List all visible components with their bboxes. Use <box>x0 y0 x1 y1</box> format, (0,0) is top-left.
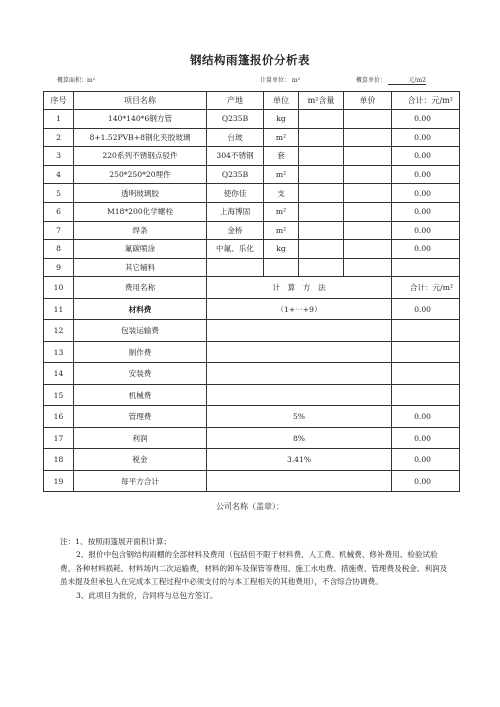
fee-row <box>44 427 460 449</box>
row-name: 220系列不锈钢点驳件 <box>74 147 207 166</box>
fee-method <box>207 470 392 492</box>
fee-seq: 12 <box>44 320 74 342</box>
table-row <box>44 221 460 240</box>
row-seq: 1 <box>44 110 74 129</box>
fee-seq: 17 <box>44 427 74 449</box>
row-unit: 套 <box>264 147 299 166</box>
fee-method: 3.41% <box>207 449 392 471</box>
area-meta <box>57 75 95 84</box>
area-unit: m² <box>87 77 96 84</box>
fee-seq: 11 <box>44 298 74 320</box>
row-price <box>344 258 392 277</box>
fee-header-method: 计 算 方 法 <box>207 277 392 299</box>
row-name: 8+1.52PVB+8钢化夹胶玻璃 <box>74 128 207 147</box>
fee-total: 0.00 <box>392 427 460 449</box>
header-name: 项目名称 <box>74 92 207 110</box>
fee-row <box>44 298 460 320</box>
row-unit: kg <box>264 110 299 129</box>
row-content <box>299 110 344 129</box>
budget-meta <box>356 75 426 85</box>
row-price <box>344 147 392 166</box>
row-total: 0.00 <box>392 221 460 240</box>
table-row <box>44 147 460 166</box>
header-price: 单价 <box>344 92 392 110</box>
fee-name: 安装费 <box>74 363 207 385</box>
fee-total <box>392 363 460 385</box>
row-unit: m² <box>264 165 299 184</box>
calc-unit: 计量单位： m² <box>260 77 301 84</box>
item-rows <box>44 110 460 277</box>
row-origin <box>207 258 264 277</box>
row-seq: 8 <box>44 240 74 259</box>
fee-seq: 16 <box>44 406 74 428</box>
row-name: 其它辅料 <box>74 258 207 277</box>
row-total: 0.00 <box>392 202 460 221</box>
row-total: 0.00 <box>392 128 460 147</box>
fee-seq: 14 <box>44 363 74 385</box>
header-unit: 单位 <box>264 92 299 110</box>
company-name: 公司名称（盖章）： <box>216 502 284 511</box>
fee-method <box>207 341 392 363</box>
row-content <box>299 221 344 240</box>
notes <box>60 535 450 602</box>
fee-name: 制作费 <box>74 341 207 363</box>
fee-header-name: 费用名称 <box>74 277 207 299</box>
table-row <box>44 165 460 184</box>
row-name: 透明玻璃胶 <box>74 184 207 203</box>
fee-method <box>207 384 392 406</box>
page-title: 钢结构雨篷报价分析表 <box>190 53 310 67</box>
row-price <box>344 240 392 259</box>
row-origin: 上海博固 <box>207 202 264 221</box>
fee-method: 5% <box>207 406 392 428</box>
table-row <box>44 128 460 147</box>
fee-method <box>207 320 392 342</box>
row-unit: m² <box>264 202 299 221</box>
fee-row <box>44 320 460 342</box>
fee-total: 0.00 <box>392 470 460 492</box>
header-total: 合计：元/m² <box>392 92 460 110</box>
budget-unit-value: 元/m2 <box>388 75 426 85</box>
row-origin: 金桥 <box>207 221 264 240</box>
row-price <box>344 221 392 240</box>
row-seq: 6 <box>44 202 74 221</box>
note-1: 注：1、按照雨篷展开面积计算； <box>60 537 172 546</box>
table-row <box>44 258 460 277</box>
row-content <box>299 202 344 221</box>
header-content: m²含量 <box>299 92 344 110</box>
row-unit: kg <box>264 240 299 259</box>
fee-name: 每平方合计 <box>74 470 207 492</box>
row-name: 焊条 <box>74 221 207 240</box>
row-unit: 支 <box>264 184 299 203</box>
fee-rows <box>44 298 460 492</box>
row-price <box>344 165 392 184</box>
row-total: 0.00 <box>392 184 460 203</box>
fee-total <box>392 384 460 406</box>
fee-row <box>44 363 460 385</box>
row-seq: 4 <box>44 165 74 184</box>
row-unit <box>264 258 299 277</box>
row-total <box>392 258 460 277</box>
fee-header-seq: 10 <box>44 277 74 299</box>
row-origin: Q235B <box>207 165 264 184</box>
fee-name: 管理费 <box>74 406 207 428</box>
area-label: 概算面积： <box>57 77 88 84</box>
fee-row <box>44 406 460 428</box>
fee-name: 包装运输费 <box>74 320 207 342</box>
fee-row <box>44 449 460 471</box>
row-content <box>299 184 344 203</box>
row-name: M18*200化学螺栓 <box>74 202 207 221</box>
note-3: 3、此项目为批价，合同将与总包方签订。 <box>76 590 218 600</box>
row-unit: m² <box>264 221 299 240</box>
row-seq: 7 <box>44 221 74 240</box>
fee-total: 0.00 <box>392 406 460 428</box>
fee-method: （1+⋯+9） <box>207 298 392 320</box>
row-price <box>344 110 392 129</box>
fee-header-total: 合计：元/m² <box>392 277 460 299</box>
fee-name: 利润 <box>74 427 207 449</box>
fee-total <box>392 341 460 363</box>
fee-name: 机械费 <box>74 384 207 406</box>
fee-seq: 18 <box>44 449 74 471</box>
header-origin: 产地 <box>207 92 264 110</box>
fee-row <box>44 341 460 363</box>
header-row <box>44 92 460 110</box>
row-price <box>344 128 392 147</box>
row-origin: 使你佳 <box>207 184 264 203</box>
row-seq: 3 <box>44 147 74 166</box>
row-unit: m² <box>264 128 299 147</box>
row-name: 氟碳喷涂 <box>74 240 207 259</box>
fee-seq: 19 <box>44 470 74 492</box>
row-total: 0.00 <box>392 165 460 184</box>
fee-total <box>392 320 460 342</box>
row-price <box>344 184 392 203</box>
row-origin: 台玻 <box>207 128 264 147</box>
fee-name: 材料费 <box>74 298 207 320</box>
fee-header-row <box>44 277 460 299</box>
row-total: 0.00 <box>392 110 460 129</box>
row-total: 0.00 <box>392 240 460 259</box>
table-row <box>44 184 460 203</box>
table-row <box>44 110 460 129</box>
row-total: 0.00 <box>392 147 460 166</box>
fee-name: 税金 <box>74 449 207 471</box>
note-2: 2、报价中包含钢结构雨棚的全部材料及费用（包括但不限于材料费、人工费、机械费、修补费用、检验试验费、各种材料损耗、材料场内二次运输费，材料的卸车及保管等费用、施工水电费、措施费、管理费及税金、利润及虽未提及但承包人在完成本工程过程中必须支付的与本工程相关的其他费用），不含综合协调费。 <box>60 550 448 587</box>
row-origin: 304不锈钢 <box>207 147 264 166</box>
fee-method <box>207 363 392 385</box>
budget-unit-label: 概算单价： <box>356 77 387 84</box>
row-seq: 9 <box>44 258 74 277</box>
fee-row <box>44 470 460 492</box>
header-seq: 序号 <box>44 92 74 110</box>
row-price <box>344 202 392 221</box>
row-content <box>299 165 344 184</box>
row-content <box>299 258 344 277</box>
row-name: 140*140*6钢方管 <box>74 110 207 129</box>
fee-seq: 15 <box>44 384 74 406</box>
row-content <box>299 147 344 166</box>
table-row <box>44 240 460 259</box>
fee-row <box>44 384 460 406</box>
row-content <box>299 128 344 147</box>
fee-total: 0.00 <box>392 449 460 471</box>
row-seq: 2 <box>44 128 74 147</box>
row-origin: Q235B <box>207 110 264 129</box>
fee-total: 0.00 <box>392 298 460 320</box>
row-name: 250*250*20埋件 <box>74 165 207 184</box>
fee-seq: 13 <box>44 341 74 363</box>
row-seq: 5 <box>44 184 74 203</box>
quote-table <box>43 91 460 492</box>
table-row <box>44 202 460 221</box>
fee-method: 8% <box>207 427 392 449</box>
row-content <box>299 240 344 259</box>
row-origin: 中氟、乐化 <box>207 240 264 259</box>
